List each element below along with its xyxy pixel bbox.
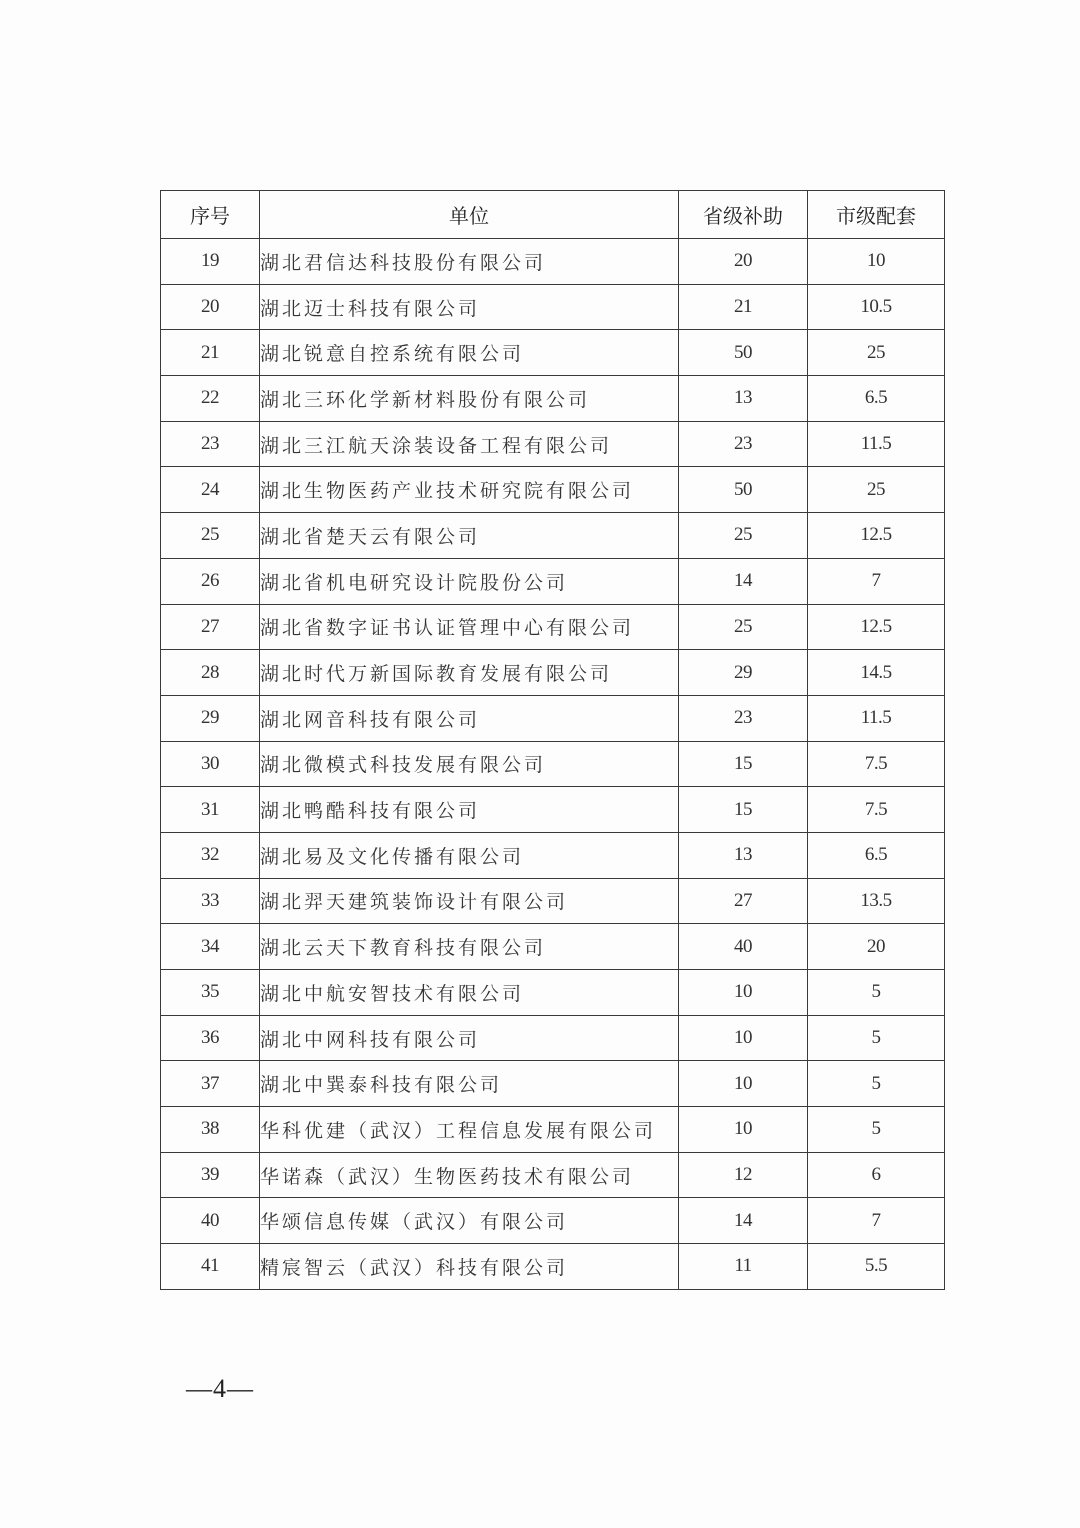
cell-unit-name: 湖北中巽泰科技有限公司 — [260, 1061, 679, 1107]
cell-unit-name: 湖北易及文化传播有限公司 — [260, 832, 679, 878]
cell-serial-number: 24 — [161, 467, 260, 513]
cell-serial-number: 29 — [161, 695, 260, 741]
cell-provincial-subsidy: 10 — [679, 1015, 808, 1061]
cell-provincial-subsidy: 11 — [679, 1244, 808, 1290]
cell-city-matching: 7 — [808, 1198, 945, 1244]
page-number: —4— — [186, 1374, 254, 1403]
cell-provincial-subsidy: 13 — [679, 376, 808, 422]
cell-unit-name: 湖北省机电研究设计院股份公司 — [260, 558, 679, 604]
cell-city-matching: 7 — [808, 558, 945, 604]
cell-city-matching: 14.5 — [808, 650, 945, 696]
table-row — [161, 650, 945, 696]
cell-serial-number: 33 — [161, 878, 260, 924]
cell-city-matching: 5 — [808, 1107, 945, 1153]
cell-provincial-subsidy: 50 — [679, 467, 808, 513]
cell-serial-number: 38 — [161, 1107, 260, 1153]
cell-provincial-subsidy: 29 — [679, 650, 808, 696]
cell-city-matching: 12.5 — [808, 604, 945, 650]
table-row — [161, 467, 945, 513]
cell-serial-number: 39 — [161, 1152, 260, 1198]
cell-unit-name: 湖北省楚天云有限公司 — [260, 513, 679, 559]
cell-provincial-subsidy: 10 — [679, 970, 808, 1016]
cell-provincial-subsidy: 12 — [679, 1152, 808, 1198]
cell-unit-name: 湖北君信达科技股份有限公司 — [260, 239, 679, 285]
cell-serial-number: 40 — [161, 1198, 260, 1244]
cell-city-matching: 25 — [808, 330, 945, 376]
cell-provincial-subsidy: 14 — [679, 558, 808, 604]
table-row — [161, 1244, 945, 1290]
cell-serial-number: 31 — [161, 787, 260, 833]
cell-serial-number: 26 — [161, 558, 260, 604]
cell-city-matching: 7.5 — [808, 787, 945, 833]
header-provincial-subsidy: 省级补助 — [679, 191, 808, 239]
cell-provincial-subsidy: 25 — [679, 604, 808, 650]
table-row — [161, 330, 945, 376]
cell-serial-number: 41 — [161, 1244, 260, 1290]
cell-serial-number: 22 — [161, 376, 260, 422]
cell-city-matching: 13.5 — [808, 878, 945, 924]
cell-provincial-subsidy: 23 — [679, 695, 808, 741]
cell-unit-name: 湖北中航安智技术有限公司 — [260, 970, 679, 1016]
table-row — [161, 878, 945, 924]
table-row — [161, 924, 945, 970]
cell-provincial-subsidy: 27 — [679, 878, 808, 924]
cell-city-matching: 7.5 — [808, 741, 945, 787]
subsidy-table — [160, 190, 945, 1290]
cell-provincial-subsidy: 13 — [679, 832, 808, 878]
table-body — [161, 239, 945, 1290]
cell-city-matching: 12.5 — [808, 513, 945, 559]
cell-serial-number: 28 — [161, 650, 260, 696]
cell-provincial-subsidy: 14 — [679, 1198, 808, 1244]
header-city-matching: 市级配套 — [808, 191, 945, 239]
cell-unit-name: 湖北云天下教育科技有限公司 — [260, 924, 679, 970]
table-row — [161, 695, 945, 741]
cell-unit-name: 湖北三江航天涂装设备工程有限公司 — [260, 421, 679, 467]
cell-unit-name: 华诺森（武汉）生物医药技术有限公司 — [260, 1152, 679, 1198]
header-serial-number: 序号 — [161, 191, 260, 239]
table-row — [161, 604, 945, 650]
cell-provincial-subsidy: 21 — [679, 284, 808, 330]
cell-unit-name: 精宸智云（武汉）科技有限公司 — [260, 1244, 679, 1290]
table-row — [161, 284, 945, 330]
cell-provincial-subsidy: 15 — [679, 741, 808, 787]
cell-city-matching: 25 — [808, 467, 945, 513]
cell-provincial-subsidy: 25 — [679, 513, 808, 559]
cell-city-matching: 6 — [808, 1152, 945, 1198]
cell-serial-number: 19 — [161, 239, 260, 285]
table-header-row — [161, 191, 945, 239]
cell-city-matching: 20 — [808, 924, 945, 970]
cell-provincial-subsidy: 15 — [679, 787, 808, 833]
cell-serial-number: 25 — [161, 513, 260, 559]
cell-unit-name: 湖北三环化学新材料股份有限公司 — [260, 376, 679, 422]
cell-city-matching: 5.5 — [808, 1244, 945, 1290]
table-row — [161, 376, 945, 422]
cell-unit-name: 湖北中网科技有限公司 — [260, 1015, 679, 1061]
cell-city-matching: 6.5 — [808, 832, 945, 878]
cell-serial-number: 20 — [161, 284, 260, 330]
cell-unit-name: 湖北省数字证书认证管理中心有限公司 — [260, 604, 679, 650]
cell-city-matching: 5 — [808, 1015, 945, 1061]
table-row — [161, 970, 945, 1016]
cell-unit-name: 湖北锐意自控系统有限公司 — [260, 330, 679, 376]
cell-provincial-subsidy: 50 — [679, 330, 808, 376]
table-row — [161, 239, 945, 285]
cell-unit-name: 湖北迈士科技有限公司 — [260, 284, 679, 330]
cell-provincial-subsidy: 40 — [679, 924, 808, 970]
cell-unit-name: 华颂信息传媒（武汉）有限公司 — [260, 1198, 679, 1244]
cell-provincial-subsidy: 23 — [679, 421, 808, 467]
cell-provincial-subsidy: 10 — [679, 1061, 808, 1107]
table-row — [161, 513, 945, 559]
cell-city-matching: 6.5 — [808, 376, 945, 422]
table-row — [161, 1015, 945, 1061]
cell-serial-number: 23 — [161, 421, 260, 467]
table-row — [161, 1107, 945, 1153]
cell-city-matching: 10 — [808, 239, 945, 285]
cell-serial-number: 32 — [161, 832, 260, 878]
header-unit: 单位 — [260, 191, 679, 239]
cell-provincial-subsidy: 20 — [679, 239, 808, 285]
table-row — [161, 421, 945, 467]
cell-provincial-subsidy: 10 — [679, 1107, 808, 1153]
cell-serial-number: 37 — [161, 1061, 260, 1107]
cell-serial-number: 21 — [161, 330, 260, 376]
table-row — [161, 558, 945, 604]
table-row — [161, 787, 945, 833]
cell-unit-name: 湖北网音科技有限公司 — [260, 695, 679, 741]
cell-serial-number: 36 — [161, 1015, 260, 1061]
table-row — [161, 1061, 945, 1107]
cell-city-matching: 5 — [808, 1061, 945, 1107]
cell-city-matching: 10.5 — [808, 284, 945, 330]
cell-unit-name: 湖北微模式科技发展有限公司 — [260, 741, 679, 787]
cell-serial-number: 34 — [161, 924, 260, 970]
cell-city-matching: 5 — [808, 970, 945, 1016]
table-row — [161, 741, 945, 787]
table-row — [161, 832, 945, 878]
cell-unit-name: 湖北鸭酷科技有限公司 — [260, 787, 679, 833]
cell-city-matching: 11.5 — [808, 421, 945, 467]
cell-serial-number: 30 — [161, 741, 260, 787]
cell-serial-number: 35 — [161, 970, 260, 1016]
cell-unit-name: 湖北时代万新国际教育发展有限公司 — [260, 650, 679, 696]
cell-city-matching: 11.5 — [808, 695, 945, 741]
cell-unit-name: 华科优建（武汉）工程信息发展有限公司 — [260, 1107, 679, 1153]
cell-unit-name: 湖北羿天建筑装饰设计有限公司 — [260, 878, 679, 924]
cell-serial-number: 27 — [161, 604, 260, 650]
cell-unit-name: 湖北生物医药产业技术研究院有限公司 — [260, 467, 679, 513]
table-row — [161, 1198, 945, 1244]
table-row — [161, 1152, 945, 1198]
